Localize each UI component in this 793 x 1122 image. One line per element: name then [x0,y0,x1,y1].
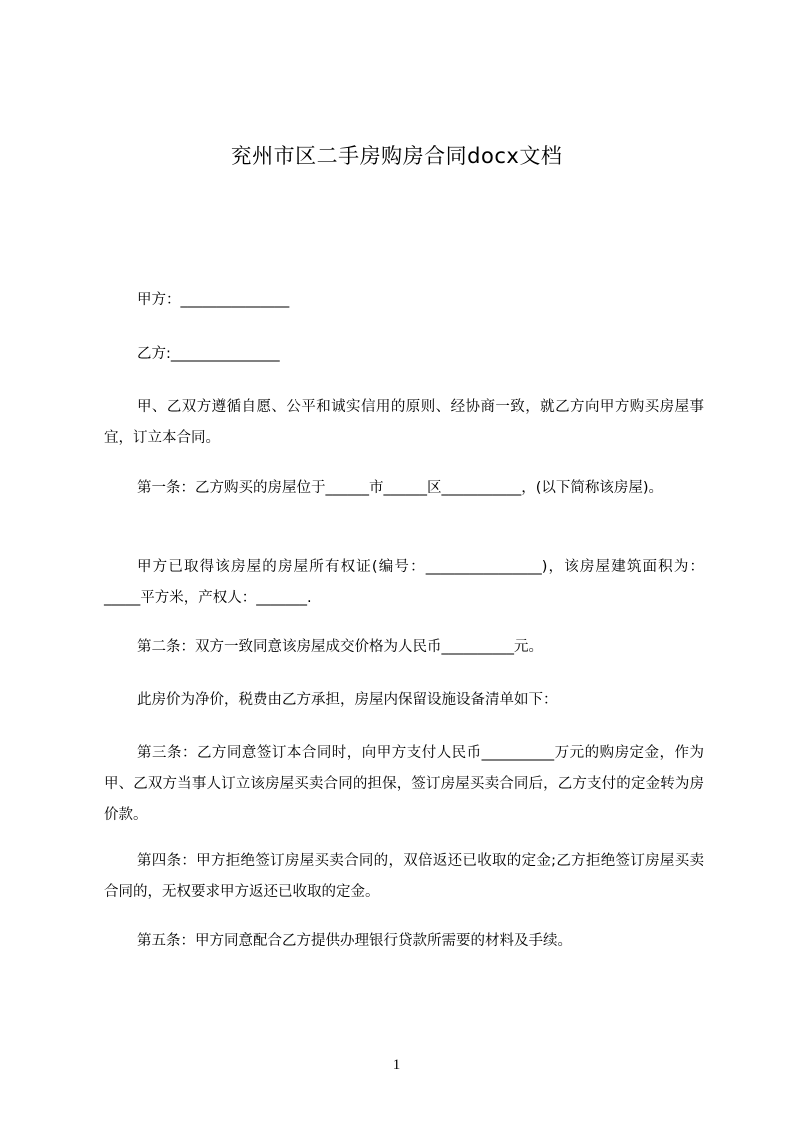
article-2-paragraph: 第二条：双方一致同意该房屋成交价格为人民币__________元。 [137,639,543,655]
net-price-paragraph: 此房价为净价，税费由乙方承担，房屋内保留设施设备清单如下： [137,692,558,708]
document-title: 兖州市区二手房购房合同docx文档 [230,144,563,168]
article-1-paragraph: 第一条：乙方购买的房屋位于______市______区___________，(以下简称该房屋)。 [137,480,664,496]
article-3-paragraph: 第三条：乙方同意签订本合同时，向甲方支付人民币__________万元的购房定金，作为甲、乙双方当事人订立该房屋买卖合同的担保，签订房屋买卖合同后，乙方支付的定金转为房价款。 [104,745,704,823]
article-4-paragraph: 第四条：甲方拒绝签订房屋买卖合同的，双倍返还已收取的定金;乙方拒绝签订房屋买卖合同的，无权要求甲方返还已收取的定金。 [104,853,704,900]
article-5-paragraph: 第五条：甲方同意配合乙方提供办理银行贷款所需要的材料及手续。 [137,933,572,949]
page-number: 1 [392,1057,401,1073]
ownership-certificate-paragraph: 甲方已取得该房屋的房屋所有权证(编号：________________)，该房屋建筑面积为：_____平方米，产权人：_______. [104,559,704,606]
party-a-line: 甲方：_______________ [137,292,290,308]
party-b-line: 乙方:_______________ [137,346,280,362]
preamble-paragraph: 甲、乙双方遵循自愿、公平和诚实信用的原则、经协商一致，就乙方向甲方购买房屋事宜，订立本合同。 [104,399,704,446]
